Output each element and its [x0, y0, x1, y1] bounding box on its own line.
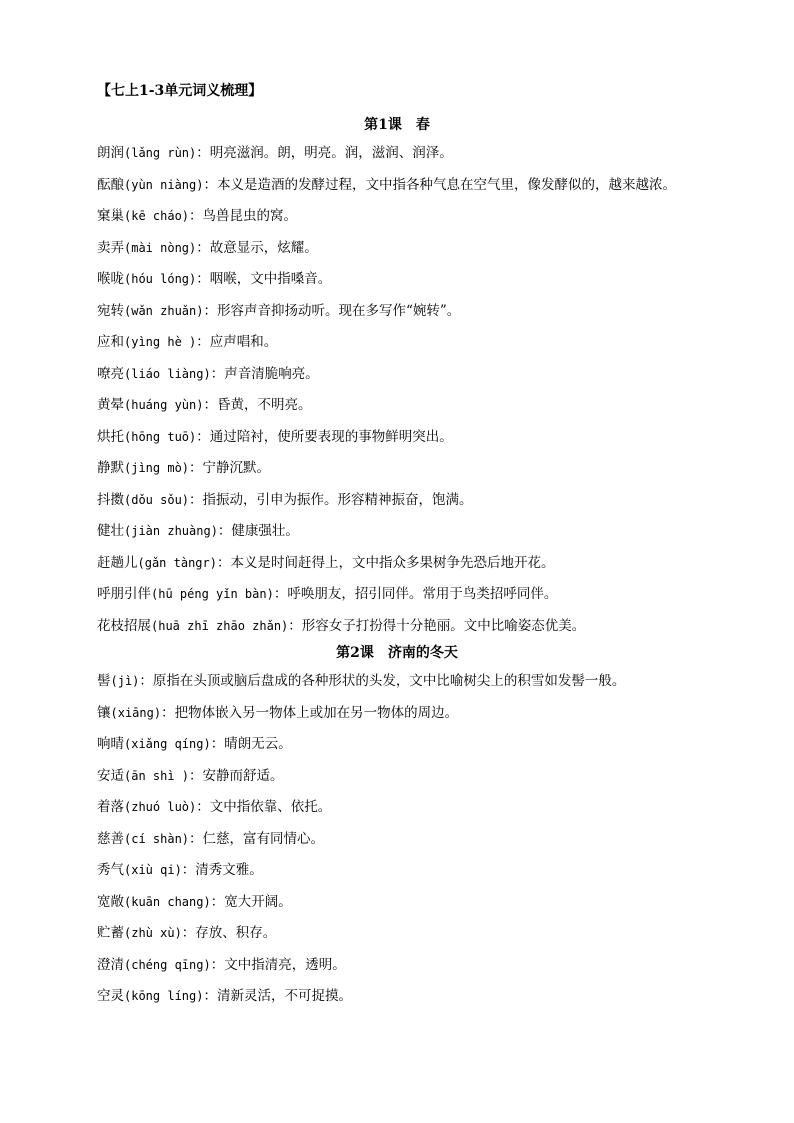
vocab-pinyin: (ān shì ) [124, 768, 190, 783]
vocab-word: 酝酿 [97, 176, 124, 193]
vocab-pinyin: (gǎn tàngr) [137, 555, 217, 570]
vocab-entry [97, 954, 777, 986]
vocab-definition: ：咽喉，文中指嗓音。 [196, 271, 332, 287]
vocab-entry [97, 552, 777, 584]
vocab-word: 澄清 [97, 956, 124, 973]
vocab-pinyin: (zhù xù) [124, 926, 182, 940]
vocab-definition: ：鸟兽昆虫的窝。 [189, 208, 298, 224]
vocab-entry [97, 237, 777, 269]
vocab-definition: ：本义是时间赶得上，文中指众多果树争先恐后地开花。 [216, 554, 555, 571]
vocab-definition: ：晴朗无云。 [210, 736, 292, 752]
vocab-word: 赶趟儿 [97, 554, 138, 571]
vocab-entry [97, 268, 777, 300]
vocab-entry [97, 300, 777, 332]
vocab-definition: ：把物体嵌入另一物体上或加在另一物体的周边。 [161, 704, 459, 721]
vocab-entry [97, 174, 777, 206]
vocab-pinyin: (xiù qi) [124, 863, 182, 877]
vocab-word: 嘹亮 [97, 365, 124, 382]
vocab-word: 喉咙 [97, 271, 124, 287]
vocab-definition: ：呼唤朋友，招引同伴。常用于鸟类招呼同伴。 [273, 586, 558, 602]
vocab-definition: ：原指在头顶或脑后盘成的各种形状的头发，文中比喻树尖上的积雪如发髻一般。 [139, 673, 626, 689]
vocab-pinyin: (jìng mò) [124, 461, 190, 475]
vocab-word: 安适 [97, 767, 124, 784]
vocab-pinyin: (kōng líng) [124, 989, 204, 1003]
vocab-definition: ：通过陪衬，使所要表现的事物鲜明突出。 [196, 428, 453, 445]
vocab-entry [97, 765, 777, 797]
vocab-entry [97, 670, 777, 702]
vocab-definition: ：故意显示，炫耀。 [196, 239, 318, 256]
vocab-word: 花枝招展 [97, 617, 151, 634]
vocab-entry [97, 796, 777, 828]
vocab-pinyin: (hóu lóng) [124, 272, 197, 286]
vocab-definition: ：声音清脆响亮。 [210, 365, 319, 382]
vocab-word: 着落 [97, 799, 124, 815]
vocab-pinyin: (jì) [110, 674, 140, 688]
vocab-entry [97, 922, 777, 954]
vocab-pinyin: (kuān chang) [124, 894, 211, 909]
vocab-word: 呼朋引伴 [97, 586, 151, 602]
vocab-entry [97, 394, 777, 426]
vocab-entry [97, 457, 777, 489]
vocab-pinyin: (jiàn zhuàng) [124, 524, 218, 538]
vocab-definition: ：本义是造酒的发酵过程，文中指各种气息在空气里，像发酵似的，越来越浓。 [203, 176, 676, 193]
vocab-pinyin: (dǒu sǒu) [124, 492, 190, 507]
document-title: 【七上1-3单元词义梳理】 [97, 83, 263, 99]
vocab-pinyin: (cí shàn) [124, 831, 190, 846]
vocab-definition: ：清秀文雅。 [181, 862, 263, 878]
vocab-pinyin: (huā zhī zhāo zhǎn) [151, 618, 289, 633]
vocab-definition: ：仁慈，富有同情心。 [189, 830, 325, 847]
lesson-2-heading: 第2课 济南的冬天 [336, 645, 458, 661]
vocab-entry [97, 142, 777, 174]
vocab-word: 宽敞 [97, 893, 124, 910]
vocab-pinyin: (yìng hè ) [124, 335, 197, 349]
vocab-word: 响晴 [97, 736, 124, 752]
vocab-pinyin: (liáo liàng) [124, 366, 211, 381]
vocab-word: 应和 [97, 334, 124, 350]
vocab-pinyin: (xiǎng qíng) [124, 737, 211, 751]
vocab-pinyin: (kē cháo) [124, 209, 190, 223]
vocab-word: 静默 [97, 460, 124, 476]
vocab-entry [97, 489, 777, 521]
vocab-entry [97, 891, 777, 923]
vocab-word: 贮蓄 [97, 925, 124, 941]
vocab-definition: ：文中指依靠、依托。 [196, 799, 332, 815]
vocab-definition: ：宁静沉默。 [189, 460, 271, 476]
vocab-entry [97, 363, 777, 395]
vocab-entry [97, 702, 777, 734]
vocab-definition: ：应声唱和。 [196, 334, 278, 350]
vocab-word: 健壮 [97, 523, 124, 539]
vocab-word: 镶 [97, 704, 111, 721]
vocab-definition: ：指振动，引申为振作。形容精神振奋，饱满。 [189, 491, 473, 508]
vocab-definition: ：存放、积存。 [181, 925, 277, 941]
vocab-definition: ：昏黄，不明亮。 [203, 397, 312, 413]
vocab-pinyin: (yùn niàng) [124, 177, 204, 192]
vocab-pinyin: (mài nòng) [124, 240, 197, 255]
vocab-definition: ：健康强壮。 [217, 523, 299, 539]
vocab-entry [97, 426, 777, 458]
vocab-word: 髻 [97, 673, 111, 689]
vocab-pinyin: (hōng tuō) [124, 429, 197, 444]
vocab-word: 朗润 [97, 145, 124, 161]
vocab-definition: ：形容女子打扮得十分艳丽。文中比喻姿态优美。 [288, 617, 586, 634]
vocab-definition: ：明亮滋润。朗，明亮。润，滋润、润泽。 [196, 145, 453, 161]
vocab-entry [97, 583, 777, 615]
vocab-entry [97, 985, 777, 1017]
vocab-definition: ：形容声音抑扬动听。现在多写作“婉转”。 [203, 302, 461, 319]
vocab-entry [97, 828, 777, 860]
vocab-pinyin: (hū péng yǐn bàn) [151, 587, 274, 601]
vocab-pinyin: (chéng qīng) [124, 957, 211, 972]
vocab-entry [97, 520, 777, 552]
vocab-word: 抖擞 [97, 491, 124, 508]
vocab-entry [97, 859, 777, 891]
vocab-definition: ：安静而舒适。 [189, 767, 284, 784]
vocab-word: 秀气 [97, 862, 124, 878]
vocab-definition: ：文中指清亮，透明。 [210, 956, 346, 973]
vocab-word: 卖弄 [97, 239, 124, 256]
vocab-definition: ：清新灵活，不可捉摸。 [203, 988, 352, 1004]
vocab-pinyin: (zhuó luò) [124, 800, 197, 814]
vocab-word: 窠巢 [97, 208, 124, 224]
vocab-word: 慈善 [97, 830, 124, 847]
vocab-word: 黄晕 [97, 397, 124, 413]
vocab-pinyin: (wǎn zhuǎn) [124, 303, 204, 318]
lesson-1-vocab-list [97, 142, 777, 646]
vocab-entry [97, 205, 777, 237]
vocab-pinyin: (xiāng) [110, 705, 162, 720]
vocab-word: 宛转 [97, 302, 124, 319]
vocab-word: 空灵 [97, 988, 124, 1004]
vocab-entry [97, 331, 777, 363]
vocab-entry [97, 733, 777, 765]
vocab-definition: ：宽大开阔。 [210, 893, 292, 910]
lesson-2-vocab-list [97, 670, 777, 1017]
vocab-pinyin: (lǎng rùn) [124, 146, 197, 160]
vocab-word: 烘托 [97, 428, 124, 445]
vocab-pinyin: (huáng yùn) [124, 398, 204, 412]
lesson-1-heading: 第1课 春 [364, 117, 430, 133]
